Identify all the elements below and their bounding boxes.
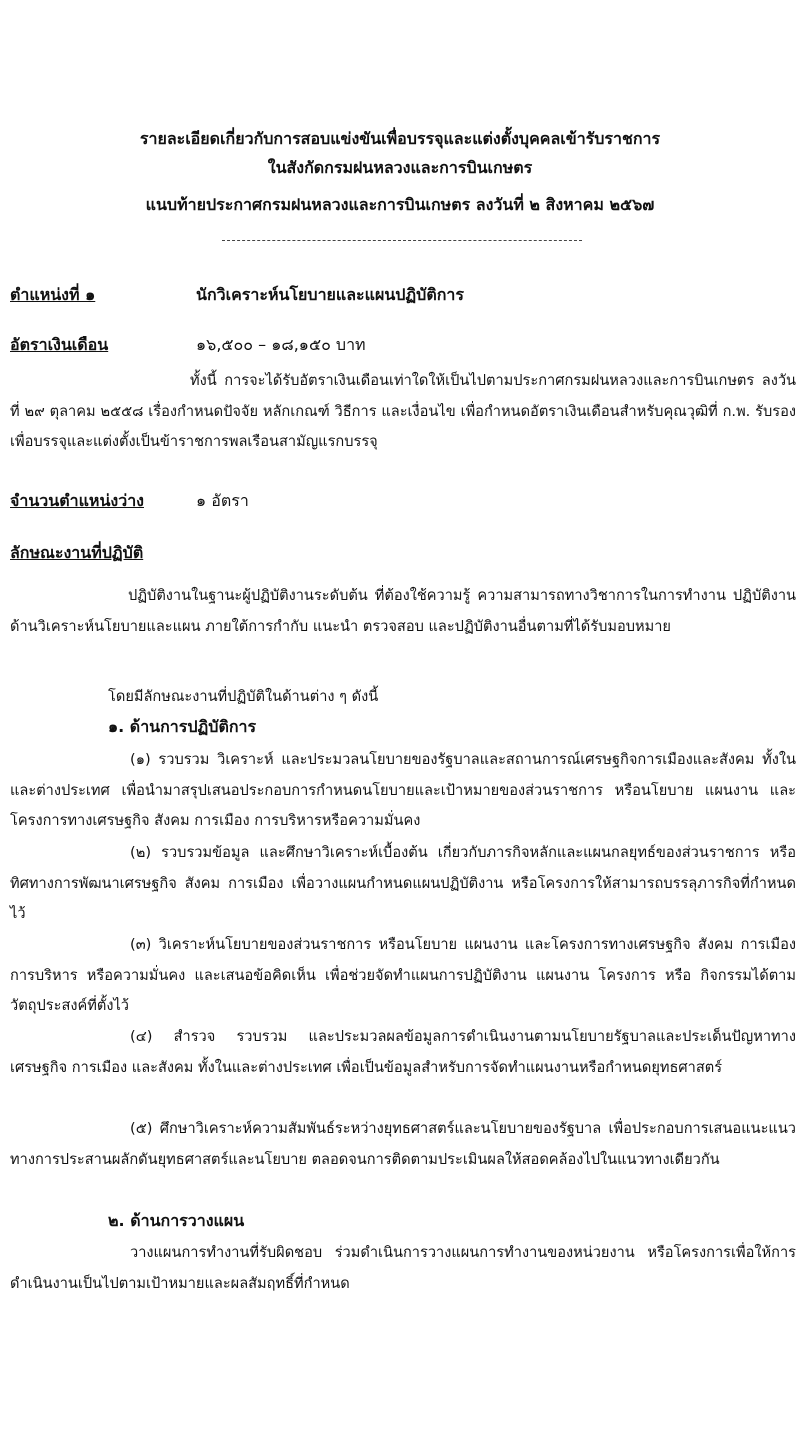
duties-intro: ปฏิบัติงานในฐานะผู้ปฏิบัติงานระดับต้น ที่ต้องใช้ความรู้ ความสามารถทางวิชาการในการทำงาน ปฏิบัติงานด้านวิเคราะห์นโยบายและแผน ภายใต้การกำกับ แนะนำ ตรวจสอบ และปฏิบัติงานอื่นตามที่ได้รับมอบหมาย: [10, 587, 796, 635]
duty-item-3: (๓) วิเคราะห์นโยบายของส่วนราชการ หรือนโยบาย แผนงาน และโครงการทางเศรษฐกิจ สังคม การเมือง การบริหาร หรือความมั่นคง และเสนอข้อคิดเห็น เพื่อช่วยจัดทำแผนการปฏิบัติงาน แผนงาน โครงการ หรือ กิจกรรมได้ตามวัตถุประสงค์ที่ตั้งไว้: [10, 936, 796, 1014]
duties-label: ลักษณะงานที่ปฏิบัติ: [10, 543, 144, 562]
duty-item-2: (๒) รวบรวมข้อมูล และศึกษาวิเคราะห์เบื้องต้น เกี่ยวกับภารกิจหลักและแผนกลยุทธ์ของส่วนราชการ หรือทิศทางการพัฒนาเศรษฐกิจ สังคม การเมือง เพื่อวางแผนกำหนดแผนปฏิบัติงาน หรือโครงการให้สามารถบรรลุภารกิจที่กำหนดไว้: [10, 844, 796, 922]
salary-label: อัตราเงินเดือน: [10, 335, 109, 354]
salary-range: ๑๖,๕๐๐ – ๑๘,๑๕๐ บาท: [196, 335, 366, 354]
duty-item-1: (๑) รวบรวม วิเคราะห์ และประมวลนโยบายของรัฐบาลและสถานการณ์เศรษฐกิจการเมืองและสังคม ทั้งในและต่างประเทศ เพื่อนำมาสรุปเสนอประกอบการกำหนดนโยบายและเป้าหมายของส่วนราชการ หรือนโยบาย แผนงาน และโครงการทางเศรษฐกิจ สังคม การเมือง การบริหารหรือความมั่นคง: [10, 751, 796, 829]
document-title-line-3: แนบท้ายประกาศกรมฝนหลวงและการบินเกษตร ลงวันที่ ๒ สิงหาคม ๒๕๖๗: [145, 195, 655, 214]
planning-text: วางแผนการทำงานที่รับผิดชอบ ร่วมดำเนินการวางแผนการทำงานของหน่วยงาน หรือโครงการเพื่อให้การดำเนินงานเป็นไปตามเป้าหมายและผลสัมฤทธิ์ที่กำหนด: [10, 1244, 796, 1292]
document-title-line-2: ในสังกัดกรมฝนหลวงและการบินเกษตร: [267, 158, 533, 177]
document-title-line-1: รายละเอียดเกี่ยวกับการสอบแข่งขันเพื่อบรรจุและแต่งตั้งบุคคลเข้ารับราชการ: [139, 129, 661, 148]
duty-item-5: (๕) ศึกษาวิเคราะห์ความสัมพันธ์ระหว่างยุทธศาสตร์และนโยบายของรัฐบาล เพื่อประกอบการเสนอแนะแนวทางการประสานผลักดันยุทธศาสตร์และนโยบาย ตลอดจนการติดตามประเมินผลให้สอดคล้องไปในแนวทางเดียวกัน: [10, 1120, 796, 1168]
position-label: ตำแหน่งที่ ๑: [10, 285, 96, 304]
section-1-heading: ๑. ด้านการปฏิบัติการ: [108, 717, 257, 736]
vacancy-count: ๑ อัตรา: [196, 491, 249, 510]
duty-item-4: (๔) สำรวจ รวบรวม และประมวลผลข้อมูลการดำเนินงานตามนโยบายรัฐบาลและประเด็นปัญหาทางเศรษฐกิจ การเมือง และสังคม ทั้งในและต่างประเทศ เพื่อเป็นข้อมูลสำหรับการจัดทำแผนงานหรือกำหนดยุทธศาสตร์: [10, 1028, 796, 1076]
vacancy-label: จำนวนตำแหน่งว่าง: [10, 491, 144, 510]
header-divider: [222, 240, 582, 241]
salary-note: ทั้งนี้ การจะได้รับอัตราเงินเดือนเท่าใดให้เป็นไปตามประกาศกรมฝนหลวงและการบินเกษตร ลงวันที่ ๒๙ ตุลาคม ๒๕๕๘ เรื่องกำหนดปัจจัย หลักเกณฑ์ วิธีการ และเงื่อนไข เพื่อกำหนดอัตราเงินเดือนสำหรับคุณวุฒิที่ ก.พ. รับรอง เพื่อบรรจุและแต่งตั้งเป็นข้าราชการพลเรือนสามัญแรกบรรจุ: [10, 372, 796, 450]
duties-lead: โดยมีลักษณะงานที่ปฏิบัติในด้านต่าง ๆ ดังนี้: [108, 688, 379, 705]
position-title: นักวิเคราะห์นโยบายและแผนปฏิบัติการ: [196, 285, 464, 304]
section-2-heading: ๒. ด้านการวางแผน: [108, 1211, 245, 1230]
